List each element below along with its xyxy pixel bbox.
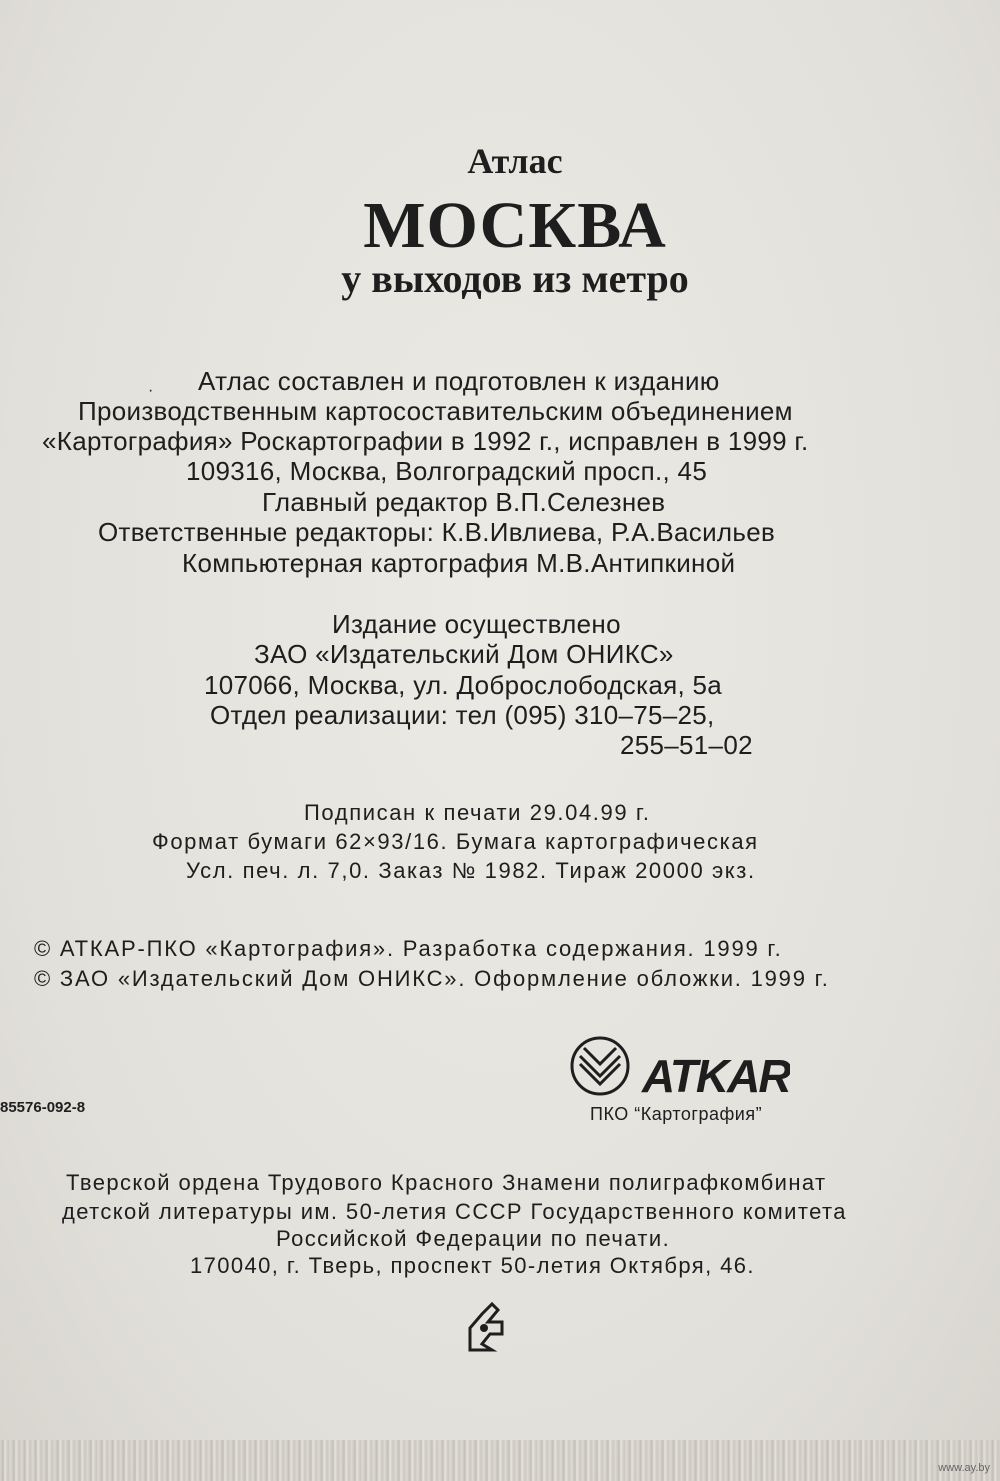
publisher-line: 255–51–02 — [620, 730, 753, 760]
credits-line: Ответственные редакторы: К.В.Ивлиева, Р.А.Васильев — [98, 517, 776, 547]
credits-line: «Картография» Роскартографии в 1992 г., исправлен в 1999 г. — [42, 426, 809, 456]
watermark: www.ay.by — [938, 1462, 990, 1474]
publisher-line: 107066, Москва, ул. Доброслободская, 5а — [204, 670, 723, 700]
copyright-line: © ЗАО «Издательский Дом ОНИКС». Оформление обложки. 1999 г. — [34, 966, 830, 991]
print-info-line: Усл. печ. л. 7,0. Заказ № 1982. Тираж 20000 экз. — [186, 858, 756, 883]
page-edge — [0, 1440, 1000, 1481]
print-info-line: Формат бумаги 62×93/16. Бумага картографическая — [152, 829, 759, 854]
bullet-mark: · — [148, 382, 154, 399]
publisher-line: ЗАО «Издательский Дом ОНИКС» — [254, 639, 674, 669]
print-info-line: Подписан к печати 29.04.99 г. — [304, 800, 651, 825]
printer-line: Тверской ордена Трудового Красного Знамени полиграфкомбинат — [66, 1170, 827, 1195]
credits-line: Главный редактор В.П.Селезнев — [262, 487, 666, 517]
atlas-label: Атлас — [467, 141, 563, 181]
publisher-line: Издание осуществлено — [332, 609, 621, 639]
page-title: МОСКВА — [363, 189, 667, 262]
credits-line: Атлас составлен и подготовлен к изданию — [198, 366, 720, 396]
page-subtitle: у выходов из метро — [341, 256, 689, 301]
logo-caption: ПКО “Картография” — [590, 1104, 763, 1124]
printer-line: Российской Федерации по печати. — [276, 1226, 671, 1251]
isbn-fragment: 85576-092-8 — [0, 1099, 86, 1116]
printer-line: детской литературы им. 50-летия СССР Государственного комитета — [62, 1199, 847, 1224]
credits-line: Компьютерная картография М.В.Антипкиной — [182, 548, 736, 578]
printer-mark-icon — [462, 1300, 512, 1356]
printer-line: 170040, г. Тверь, проспект 50-летия Октября, 46. — [190, 1253, 755, 1278]
credits-line: 109316, Москва, Волгоградский просп., 45 — [186, 456, 708, 486]
logo-wordmark: ATKAR — [642, 1050, 790, 1102]
publisher-line: Отдел реализации: тел (095) 310–75–25, — [210, 700, 715, 730]
copyright-line: © АТКАР-ПКО «Картография». Разработка содержания. 1999 г. — [34, 936, 783, 961]
credits-line: Производственным картосоставительским объединением — [78, 396, 793, 426]
